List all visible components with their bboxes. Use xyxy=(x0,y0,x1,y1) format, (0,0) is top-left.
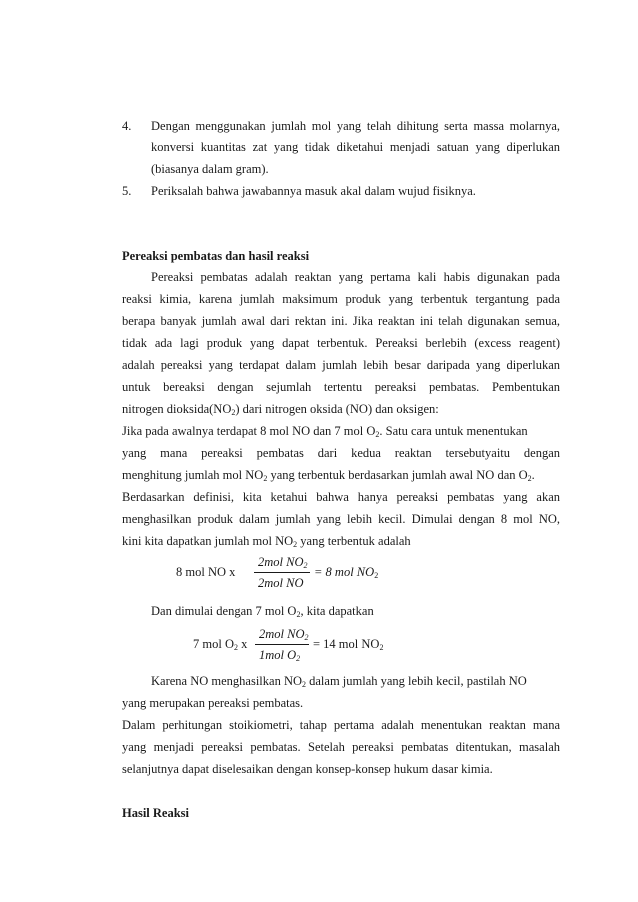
paragraph-line: Dalam perhitungan stoikiometri, tahap pertama adalah menentukan reaktan mana xyxy=(122,718,560,732)
fraction-denominator: 1mol $O_2$ xyxy=(259,648,301,663)
section-heading: Pereaksi pembatas dan hasil reaksi xyxy=(122,249,310,263)
paragraph-line: Berdasarkan definisi, kita ketahui bahwa hanya pereaksi pembatas yang akan xyxy=(122,490,560,504)
paragraph-line: selanjutnya dapat diselesaikan dengan konsep-konsep hukum dasar kimia. xyxy=(122,762,493,776)
equation-rhs: = 14 mol $NO_2$ xyxy=(313,637,384,652)
list-item-text: Dengan menggunakan jumlah mol yang telah dihitung serta massa molarnya, xyxy=(151,119,560,133)
paragraph-line: untuk bereaksi dengan sejumlah tertentu pereaksi pembatas. Pembentukan xyxy=(122,380,560,394)
equation-lhs: 8 mol NO x xyxy=(176,565,236,579)
paragraph-line: Pereaksi pembatas adalah reaktan yang pertama kali habis digunakan pada xyxy=(151,270,560,284)
fraction-numerator: 2mol $NO_2$ xyxy=(258,555,308,570)
paragraph-line: reaksi kimia, karena jumlah maksimum produk yang terbentuk tergantung pada xyxy=(122,292,560,306)
paragraph-line: menghitung jumlah mol $NO_2$ yang terbentuk berdasarkan jumlah awal NO dan $O_2$. xyxy=(122,468,535,483)
list-item-text: konversi kuantitas zat yang tidak diketahui menjadi satuan yang diperlukan xyxy=(151,140,560,154)
list-number: 5. xyxy=(122,184,132,198)
paragraph-line: yang mana pereaksi pembatas dari kedua reaktan tersebutyaitu dengan xyxy=(122,446,560,460)
paragraph-line: Dan dimulai dengan 7 mol $O_2$, kita dapatkan xyxy=(151,604,374,619)
list-item-text: Periksalah bahwa jawabannya masuk akal dalam wujud fisiknya. xyxy=(151,184,476,198)
list-item-text: (biasanya dalam gram). xyxy=(151,162,269,176)
paragraph-line: yang merupakan pereaksi pembatas. xyxy=(122,696,304,710)
paragraph-line: yang menjadi pereaksi pembatas. Setelah pereaksi pembatas ditentukan, masalah xyxy=(122,740,560,754)
paragraph-line: nitrogen $dioksida(NO_2)$ dari nitrogen oksida (NO) dan oksigen: xyxy=(122,402,439,417)
list-number: 4. xyxy=(122,119,132,133)
paragraph-line: Karena NO menghasilkan $NO_2$ dalam jumlah yang lebih kecil, pastilah NO xyxy=(151,674,527,689)
paragraph-line: menghasilkan produk dalam jumlah yang lebih kecil. Dimulai dengan 8 mol NO, xyxy=(122,512,560,526)
fraction-numerator: 2mol $NO_2$ xyxy=(259,627,309,642)
fraction-bar xyxy=(255,644,309,645)
paragraph-line: kini kita dapatkan jumlah mol $NO_2$ yang terbentuk adalah xyxy=(122,534,411,549)
paragraph-line: Jika pada awalnya terdapat 8 mol NO dan 7 mol $O_2$. Satu cara untuk menentukan xyxy=(122,424,528,439)
fraction-denominator: 2mol NO xyxy=(258,576,304,590)
section-heading: Hasil Reaksi xyxy=(122,806,190,820)
paragraph-line: tidak ada lagi produk yang dapat terbentuk. Pereaksi berlebih (excess reagent) xyxy=(122,336,560,350)
equation-lhs: 7 mol $O_2$ x xyxy=(193,637,248,652)
equation-rhs: = 8 mol $NO_2$ xyxy=(314,565,379,580)
fraction-bar xyxy=(254,572,310,573)
paragraph-line: berapa banyak jumlah awal dari rektan ini. Jika reaktan ini telah digunakan semua, xyxy=(122,314,560,328)
paragraph-line: adalah pereaksi yang terdapat dalam jumlah lebih besar daripada yang diperlukan xyxy=(122,358,560,372)
